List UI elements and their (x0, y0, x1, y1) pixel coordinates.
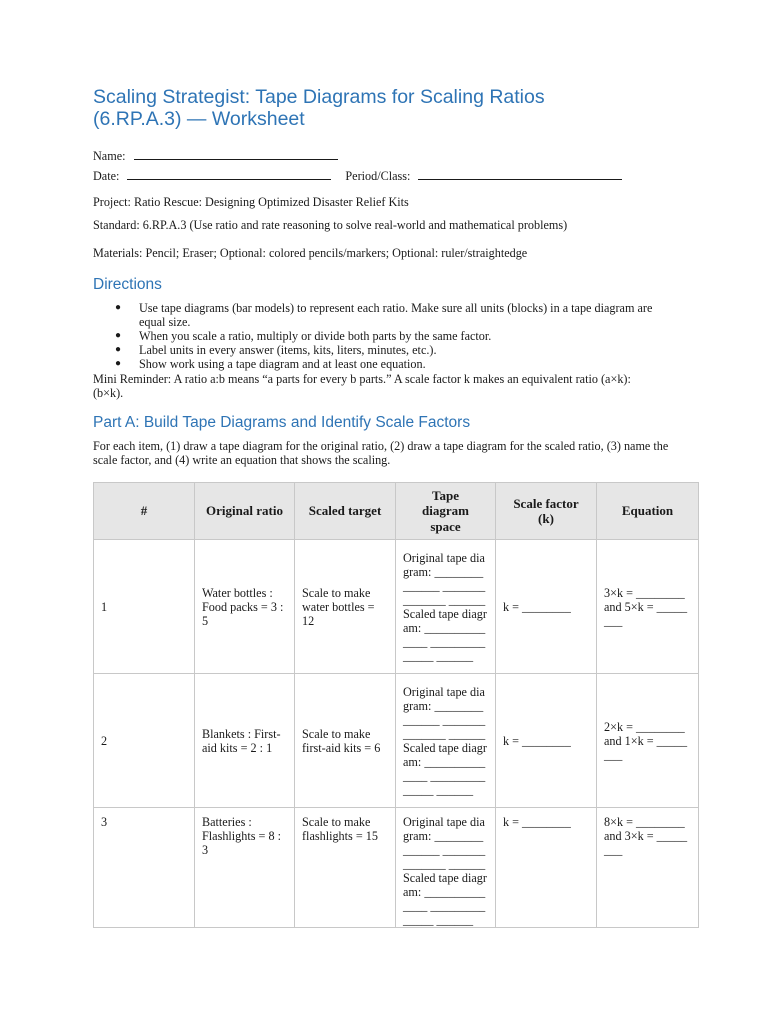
table-header-row (94, 483, 699, 540)
tape-diagram-space[interactable]: Original tape diagram: ______________ ______________ ______ Scaled tape diagram: ______________ ______________ ______ (396, 674, 496, 808)
tape-diagram-space[interactable]: Original tape diagram: ______________ ______________ ______ Scaled tape diagram: ______________ ______________ ______ (396, 808, 496, 928)
col-header-scaled-target: Scaled target (295, 483, 396, 540)
scale-factor-answer[interactable]: k = ________ (496, 674, 597, 808)
col-header-equation: Equation (597, 483, 699, 540)
col-header-number: # (94, 483, 195, 540)
title-line-1: Scaling Strategist: Tape Diagrams for Scaling Ratios (93, 86, 545, 108)
table-row (94, 540, 699, 674)
scale-factor-answer[interactable]: k = ________ (496, 808, 597, 928)
bullet-icon: ● (115, 344, 122, 355)
original-ratio-cell: Blankets : First-aid kits = 2 : 1 (195, 674, 295, 808)
scaled-target-cell: Scale to make water bottles = 12 (295, 540, 396, 674)
directions-list (93, 301, 677, 371)
date-period-row (93, 167, 622, 185)
period-blank[interactable] (418, 169, 622, 180)
scale-factor-answer[interactable]: k = ________ (496, 540, 597, 674)
col-header-original-ratio: Original ratio (195, 483, 295, 540)
project-line: Project: Ratio Rescue: Designing Optimized Disaster Relief Kits (93, 195, 409, 209)
name-blank[interactable] (134, 149, 338, 160)
directions-item: ● When you scale a ratio, multiply or divide both parts by the same factor. (115, 329, 492, 343)
mini-reminder: Mini Reminder: A ratio a:b means “a parts for every b parts.” A scale factor k makes an equivalent ratio (a×k):(b×k). (93, 372, 631, 400)
scaling-table (93, 482, 699, 928)
col-header-tape-diagram: Tape diagram space (396, 483, 496, 540)
date-label: Date: (93, 169, 120, 183)
directions-item: ● Use tape diagrams (bar models) to represent each ratio. Make sure all units (blocks) in a tape diagram are equal size. (115, 301, 653, 329)
original-ratio-cell: Water bottles : Food packs = 3 : 5 (195, 540, 295, 674)
equation-answer[interactable]: 3×k = ________ and 5×k = ________ (597, 540, 699, 674)
date-blank[interactable] (127, 169, 331, 180)
scaled-target-cell: Scale to make flashlights = 15 (295, 808, 396, 928)
original-ratio-cell: Batteries : Flashlights = 8 : 3 (195, 808, 295, 928)
name-row (93, 147, 338, 165)
bullet-icon: ● (115, 358, 122, 369)
scaled-target-cell: Scale to make first-aid kits = 6 (295, 674, 396, 808)
title-line-2: (6.RP.A.3) — Worksheet (93, 108, 305, 130)
bullet-icon: ● (115, 330, 122, 341)
directions-item: ● Show work using a tape diagram and at least one equation. (115, 357, 426, 371)
worksheet-page (93, 86, 697, 467)
col-header-scale-factor: Scale factor (k) (496, 483, 597, 540)
directions-item: ● Label units in every answer (items, kits, liters, minutes, etc.). (115, 343, 437, 357)
row-number: 2 (94, 674, 195, 808)
equation-answer[interactable]: 2×k = ________ and 1×k = ________ (597, 674, 699, 808)
equation-answer[interactable]: 8×k = ________ and 3×k = ________ (597, 808, 699, 928)
table-row (94, 808, 699, 928)
table-row (94, 674, 699, 808)
materials-line: Materials: Pencil; Eraser; Optional: colored pencils/markers; Optional: ruler/straightedge (93, 246, 528, 260)
tape-diagram-space[interactable]: Original tape diagram: ______________ ______________ ______ Scaled tape diagram: ______________ ______________ ______ (396, 540, 496, 674)
standard-line: Standard: 6.RP.A.3 (Use ratio and rate reasoning to solve real-world and mathematical problems) (93, 218, 568, 232)
name-label: Name: (93, 149, 126, 163)
row-number: 1 (94, 540, 195, 674)
period-label: Period/Class: (345, 169, 411, 183)
worksheet-title (93, 86, 697, 130)
partA-instructions: For each item, (1) draw a tape diagram for the original ratio, (2) draw a tape diagram for the scaled ratio, (3) name the scale factor, and (4) write an equation that shows the scaling. (93, 439, 669, 467)
directions-heading: Directions (93, 276, 162, 293)
partA-heading: Part A: Build Tape Diagrams and Identify Scale Factors (93, 414, 471, 431)
row-number: 3 (94, 808, 195, 928)
bullet-icon: ● (115, 302, 122, 313)
